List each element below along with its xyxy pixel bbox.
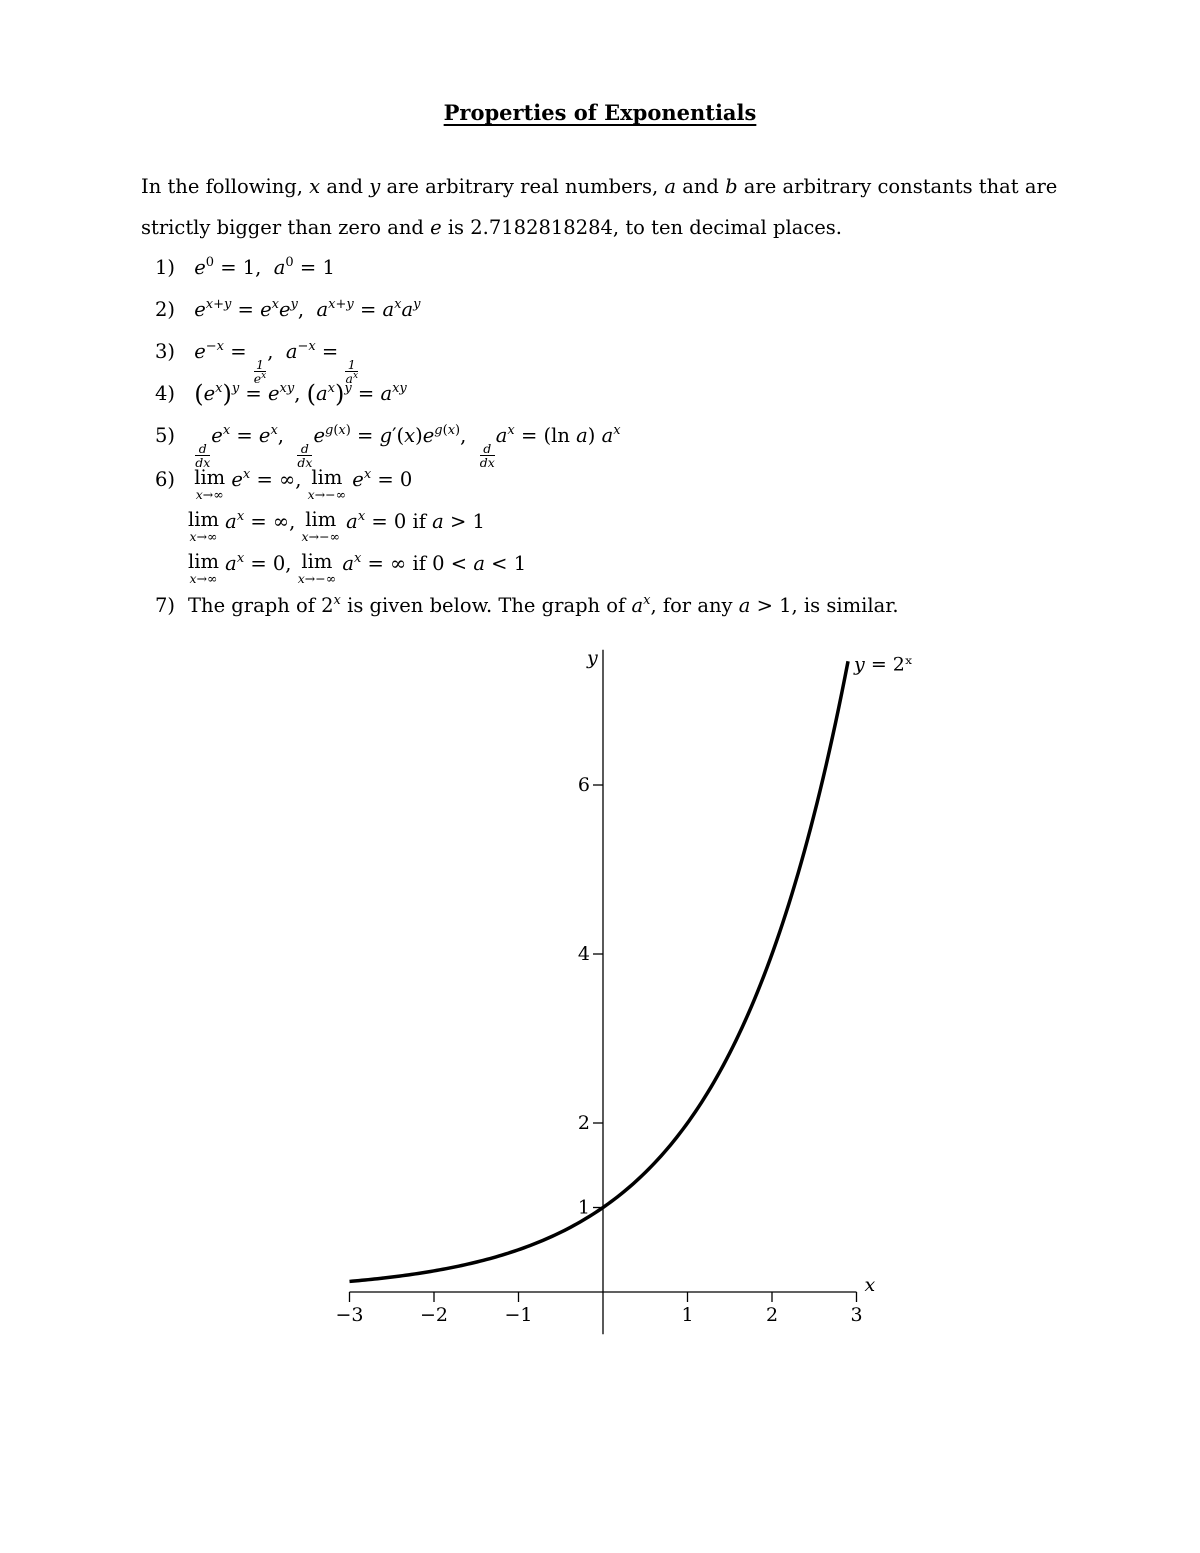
x-tick-label: −2 [419,1304,449,1326]
property-2: 2) $e^{x+y} = e^xe^y$, $a^{x+y} = a^xa^y$ [155,297,421,321]
ticks [335,774,862,1326]
property-1-number: 1) [155,256,176,279]
property-6-line-1: 6) lim x→∞ $e^x$ = ∞, lim x→−∞ $e^x = 0$ [155,466,413,502]
property-7: 7) The graph of 2$^x$ is given below. The graph of $a^x$, for any a > 1, is similar. [155,593,899,617]
property-5-number: 5) [155,424,176,447]
property-6-line-2: lim x→∞ $a^x$ = ∞, lim x→−∞ $a^x = 0$ if a > 1 [188,508,485,544]
curve-label: y = 2ˣ [854,653,913,676]
property-7-number: 7) [155,594,176,617]
x-tick-label: 3 [850,1304,863,1326]
property-4-number: 4) [155,382,176,405]
axes [350,650,857,1334]
page-title: Properties of Exponentials [443,100,757,125]
x-tick-label: 2 [765,1304,779,1326]
property-5: 5) $\frac{d}{dx}$ $e^x = e^x$, $\frac{d}{dx}$ $e^{g(x)} = g'(x)e^{g(x)}$, $\frac{d}{dx}$ $a^x = (\ln$ a) $a^x$ [155,423,621,470]
property-3: 3) $e^{-x}$ = $\frac{1}{e^x}$ , $a^{-x}$ = $\frac{1}{a^x}$ [155,339,359,386]
y-tick-label: 2 [577,1112,590,1134]
property-2-number: 2) [155,298,176,321]
y-tick-label: 6 [577,774,590,796]
x-tick-label: −1 [504,1304,533,1326]
property-6-number: 6) [155,468,176,491]
intro-paragraph: In the following, x and y are arbitrary real numbers, a and b are arbitrary constants that are strictly bigger than zero and e is 2.7182818284, to ten decimal places. [141,175,1058,239]
x-axis-label: x [864,1274,876,1296]
property-4: 4) $(e^x)^y = e^{xy}$, $(a^x)^y = a^{xy}$ [155,380,407,408]
property-3-number: 3) [155,340,176,363]
curve-2-to-x [350,661,849,1281]
x-tick-label: −3 [335,1304,364,1326]
property-1: 1) $e^0 = 1$, $a^0 = 1$ [155,255,335,279]
y-axis-label: y [587,646,598,669]
property-6-line-3: lim x→∞ $a^x = 0$, lim x→−∞ $a^x$ = ∞ if 0 < a < 1 [188,550,527,586]
y-tick-label: 1 [577,1196,590,1219]
x-tick-label: 1 [681,1304,694,1326]
y-tick-label: 4 [577,943,590,965]
